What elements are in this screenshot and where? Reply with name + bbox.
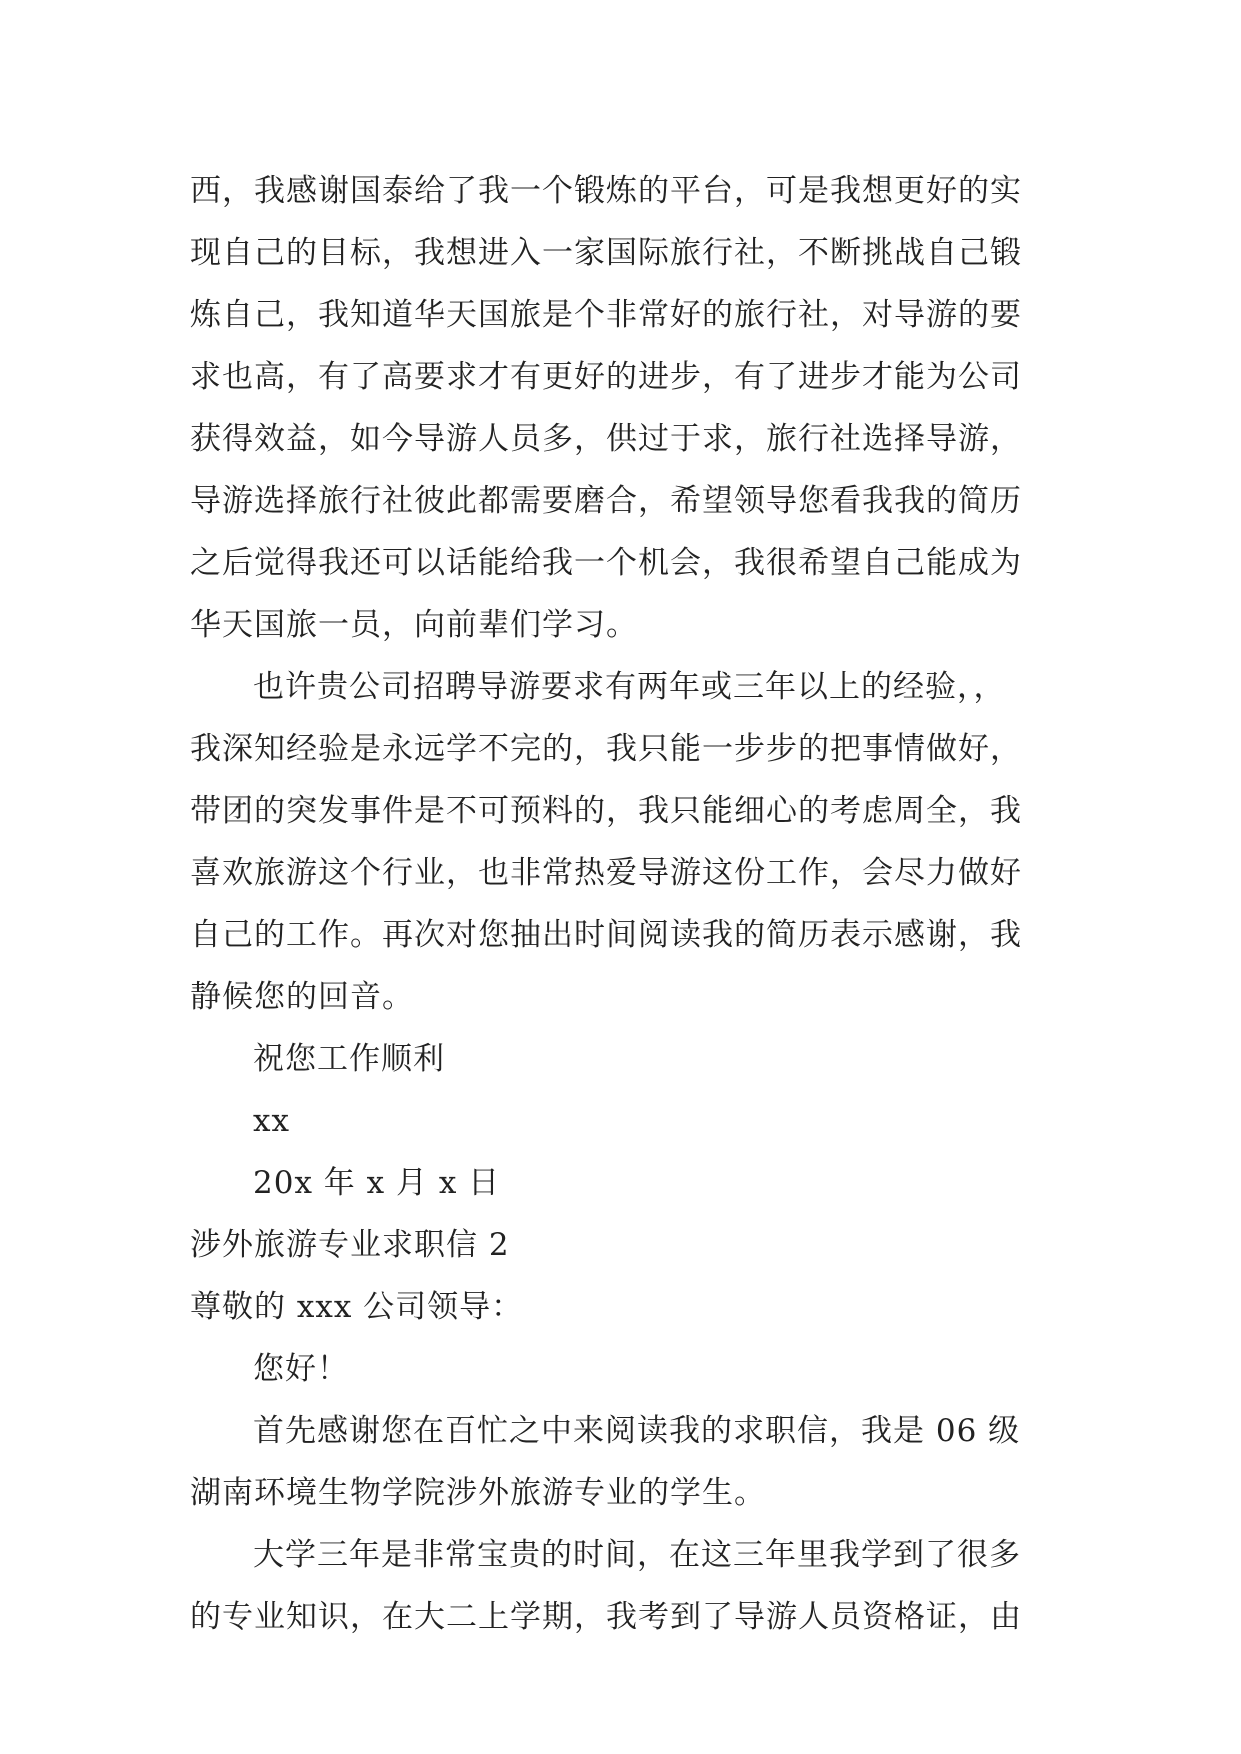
salutation: 尊敬的 xxx 公司领导：	[190, 1289, 524, 1325]
text-line: 导游选择旅行社彼此都需要磨合，希望领导您看我我的简历	[190, 483, 1022, 519]
text-line: 我深知经验是永远学不完的，我只能一步步的把事情做好，	[190, 731, 1022, 767]
greeting: 您好！	[253, 1351, 349, 1387]
letter-body	[190, 160, 1070, 1648]
text-line: 华天国旅一员，向前辈们学习。	[190, 607, 638, 643]
paragraph-start-line: 大学三年是非常宝贵的时间，在这三年里我学到了很多	[253, 1537, 1021, 1573]
text-line: 炼自己，我知道华天国旅是个非常好的旅行社，对导游的要	[190, 297, 1022, 333]
section-title: 涉外旅游专业求职信 2	[190, 1227, 510, 1263]
text-line: 湖南环境生物学院涉外旅游专业的学生。	[190, 1475, 766, 1511]
text-line: 自己的工作。再次对您抽出时间阅读我的简历表示感谢，我	[190, 917, 1022, 953]
paragraph-start-line: 也许贵公司招聘导游要求有两年或三年以上的经验，，	[253, 669, 1006, 705]
text-line: 之后觉得我还可以话能给我一个机会，我很希望自己能成为	[190, 545, 1022, 581]
paragraph-start-line: 首先感谢您在百忙之中来阅读我的求职信，我是 06 级	[253, 1413, 1021, 1449]
letter-date: 20x 年 x 月 x 日	[253, 1165, 501, 1201]
text-line: 喜欢旅游这个行业，也非常热爱导游这份工作，会尽力做好	[190, 855, 1022, 891]
text-line: 静候您的回音。	[190, 979, 414, 1015]
text-line: 现自己的目标，我想进入一家国际旅行社，不断挑战自己锻	[190, 235, 1022, 271]
closing-wish: 祝您工作顺利	[253, 1041, 445, 1077]
text-line: 获得效益，如今导游人员多，供过于求，旅行社选择导游，	[190, 421, 1022, 457]
text-line: 带团的突发事件是不可预料的，我只能细心的考虑周全，我	[190, 793, 1022, 829]
text-line: 求也高，有了高要求才有更好的进步，有了进步才能为公司	[190, 359, 1022, 395]
text-line: 的专业知识，在大二上学期，我考到了导游人员资格证，由	[190, 1599, 1022, 1635]
text-line: 西，我感谢国泰给了我一个锻炼的平台，可是我想更好的实	[190, 173, 1022, 209]
signature: xx	[253, 1103, 290, 1139]
